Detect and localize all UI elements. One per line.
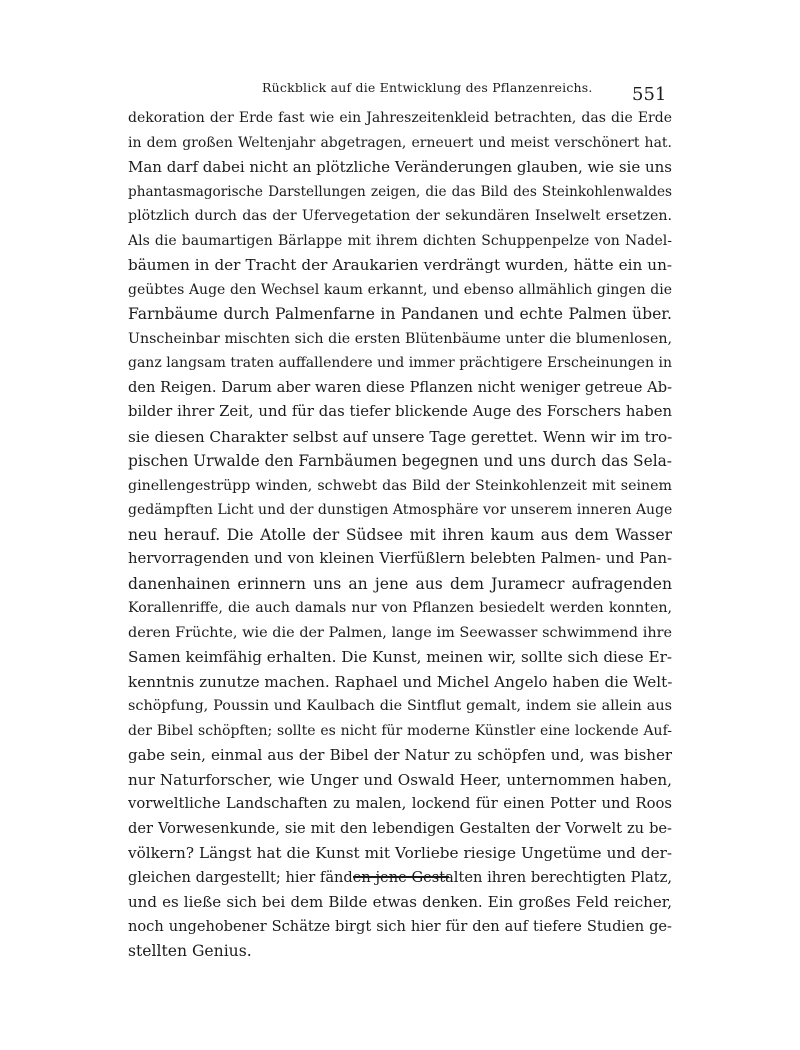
text-line: deren Früchte, wie die der Palmen, lange im Seewasser schwimmend ihre <box>128 624 672 641</box>
text-line: völkern? Längst hat die Kunst mit Vorliebe riesige Ungetüme und der- <box>128 844 672 862</box>
text-line: geübtes Auge den Wechsel kaum erkannt, und ebenso allmählich gingen die <box>128 281 672 298</box>
text-line: der Vorwesenkunde, sie mit den lebendigen Gestalten der Vorwelt zu be- <box>128 819 672 837</box>
text-line: bilder ihrer Zeit, und für das tiefer blickende Auge des Forschers haben <box>128 403 672 420</box>
text-line: Farnbäume durch Palmenfarne in Pandanen und echte Palmen über. <box>128 305 672 323</box>
text-line: ganz langsam traten auffallendere und immer prächtigere Erscheinungen in <box>128 355 672 371</box>
text-line: phantasmagorische Darstellungen zeigen, die das Bild des Steinkohlenwaldes <box>128 183 672 200</box>
text-line: hervorragenden und von kleinen Vierfüßlern belebten Palmen- und Pan- <box>128 550 672 567</box>
text-line: dekoration der Erde fast wie ein Jahreszeitenkleid betrachten, das die Erde <box>128 110 672 126</box>
text-line: der Bibel schöpften; sollte es nicht für moderne Künstler eine lockende Auf- <box>128 722 672 739</box>
text-line: neu herauf. Die Atolle der Südsee mit ihren kaum aus dem Wasser <box>128 525 672 544</box>
text-line: danenhainen erinnern uns an jene aus dem Juramecr aufragenden <box>128 574 672 593</box>
text-line: Korallenriffe, die auch damals nur von Pflanzen besiedelt werden konnten, <box>128 600 672 616</box>
body-text <box>128 106 672 964</box>
text-line: ginellengestrüpp winden, schwebt das Bild der Steinkohlenzeit mit seinem <box>128 477 672 494</box>
text-line: pischen Urwalde den Farnbäumen begegnen und uns durch das Sela- <box>128 452 672 470</box>
text-line: bäumen in der Tracht der Araukarien verdrängt wurden, hätte ein un- <box>128 256 672 274</box>
text-line: den Reigen. Darum aber waren diese Pflanzen nicht weniger getreue Ab- <box>128 378 672 396</box>
text-line: gedämpften Licht und der dunstigen Atmosphäre vor unserem inneren Auge <box>128 502 672 518</box>
text-line: stellten Genius. <box>128 942 252 960</box>
text-line: Unscheinbar mischten sich die ersten Blütenbäume unter die blumenlosen, <box>128 330 672 347</box>
text-line: schöpfung, Poussin und Kaulbach die Sintflut gemalt, indem sie allein aus <box>128 698 672 714</box>
text-line: sie diesen Charakter selbst auf unsere Tage gerettet. Wenn wir im tro- <box>128 427 672 446</box>
text-line: gleichen dargestellt; hier fänden jene Gestalten ihren berechtigten Platz, <box>128 868 672 886</box>
text-line: Als die baumartigen Bärlappe mit ihrem dichten Schuppenpelze von Nadel- <box>128 232 672 249</box>
text-line: in dem großen Weltenjahr abgetragen, erneuert und meist verschönert hat. <box>128 134 672 151</box>
text-line: plötzlich durch das der Ufervegetation der sekundären Inselwelt ersetzen. <box>128 208 672 224</box>
text-line: Man darf dabei nicht an plötzliche Veränderungen glauben, wie sie uns <box>128 158 672 176</box>
page-number: 551 <box>632 84 667 105</box>
text-line: Samen keimfähig erhalten. Die Kunst, meinen wir, sollte sich diese Er- <box>128 648 672 666</box>
text-line: noch ungehobener Schätze birgt sich hier für den auf tiefere Studien ge- <box>128 917 672 935</box>
text-line: vorweltliche Landschaften zu malen, lockend für einen Potter und Roos <box>128 795 672 812</box>
text-line: gabe sein, einmal aus der Bibel der Natur zu schöpfen und, was bisher <box>128 746 672 764</box>
text-line: kenntnis zunutze machen. Raphael und Michel Angelo haben die Welt- <box>128 672 672 691</box>
running-head: Rückblick auf die Entwicklung des Pflanzenreichs. <box>262 80 593 95</box>
text-line: nur Naturforscher, wie Unger und Oswald Heer, unternommen haben, <box>128 770 672 789</box>
section-end-rule <box>353 876 449 878</box>
text-line: und es ließe sich bei dem Bilde etwas denken. Ein großes Feld reicher, <box>128 893 672 911</box>
